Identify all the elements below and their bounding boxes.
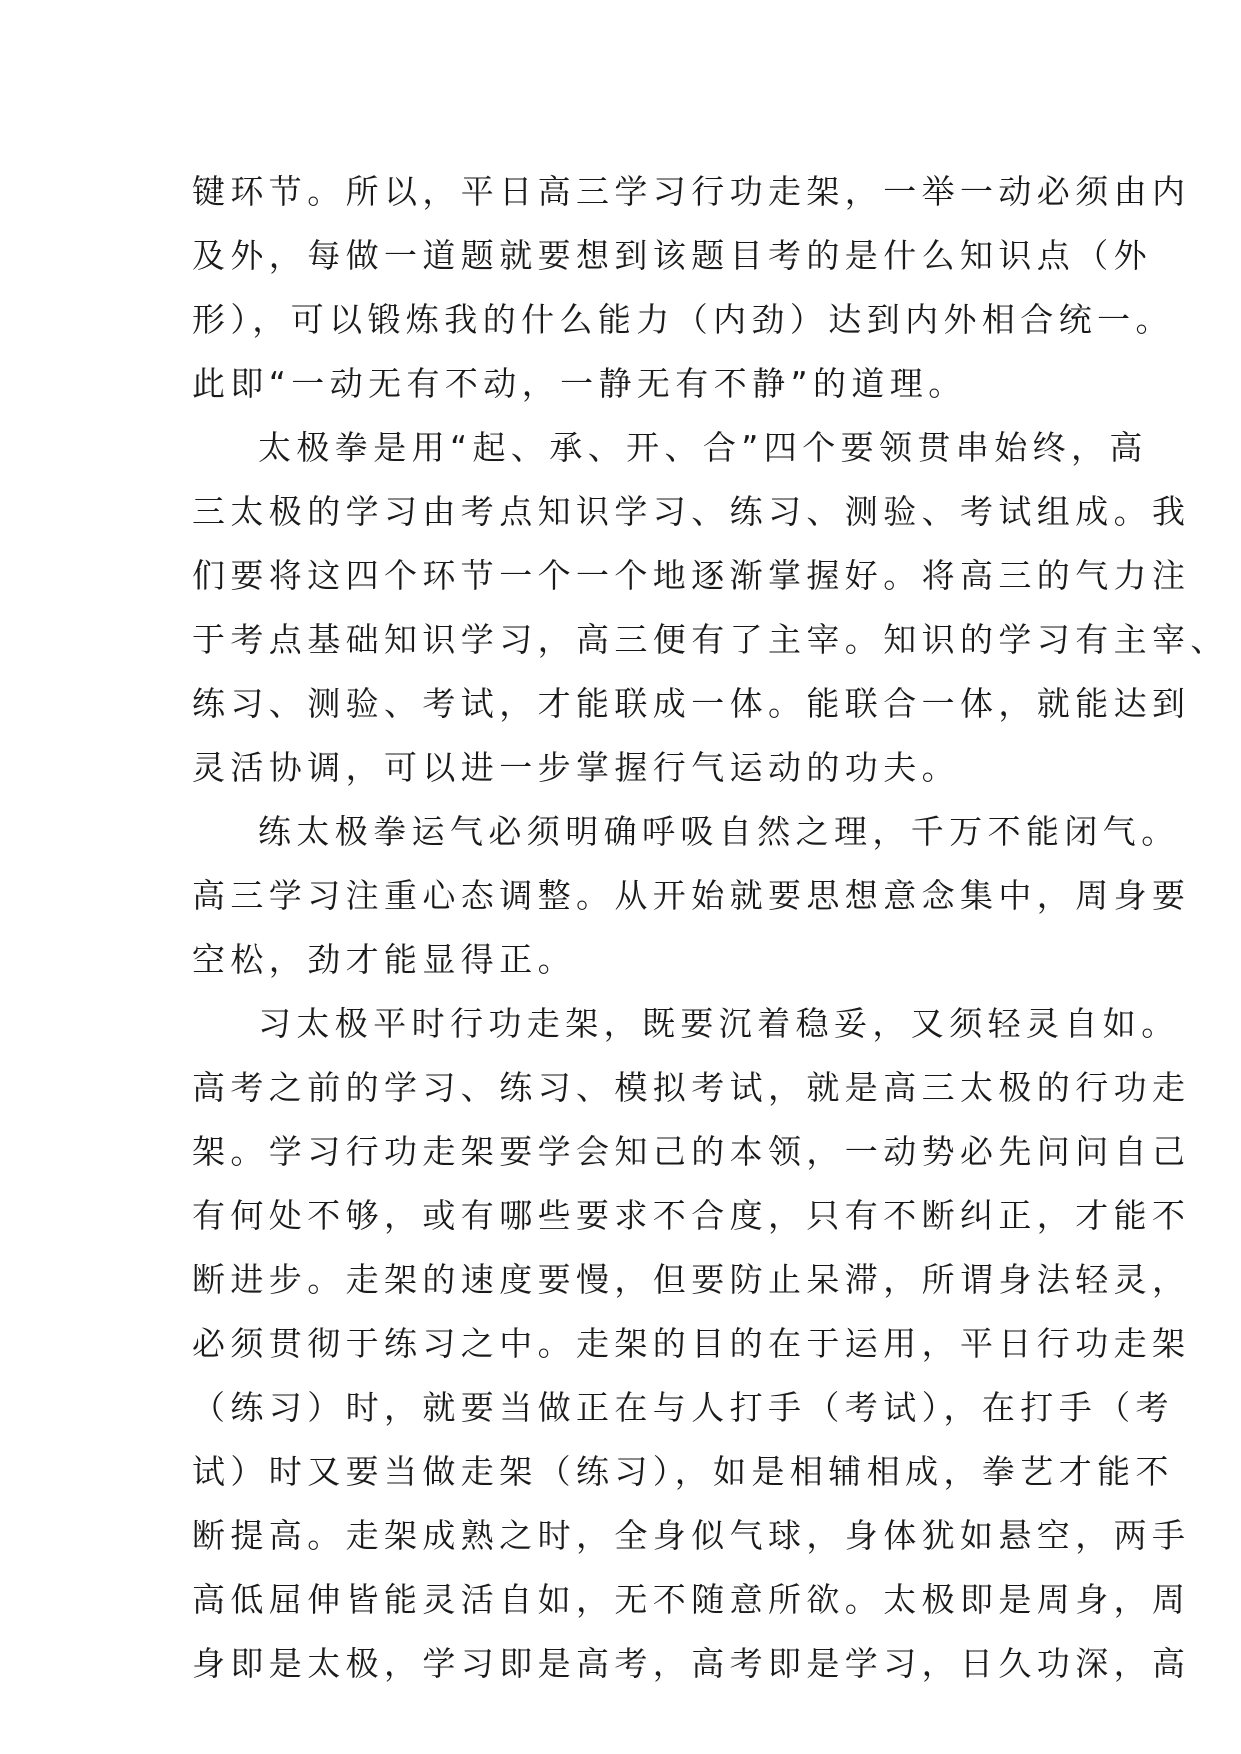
text-line: 及外，每做一道题就要想到该题目考的是什么知识点（外 (192, 236, 1152, 275)
text-line: 练习、测验、考试，才能联成一体。能联合一体，就能达到 (192, 684, 1191, 723)
text-line: 高考之前的学习、练习、模拟考试，就是高三太极的行功走 (192, 1068, 1191, 1107)
text-line: 高低屈伸皆能灵活自如，无不随意所欲。太极即是周身，周 (192, 1580, 1191, 1619)
text-line: 高三学习注重心态调整。从开始就要思想意念集中，周身要 (192, 876, 1191, 915)
paragraph-start-line: 习太极平时行功走架，既要沉着稳妥，又须轻灵自如。 (258, 1004, 1180, 1043)
text-line: 此即“一动无有不动，一静无有不静”的道理。 (192, 364, 967, 403)
text-line: 们要将这四个环节一个一个地逐渐掌握好。将高三的气力注 (192, 556, 1191, 595)
text-line: 于考点基础知识学习，高三便有了主宰。知识的学习有主宰、 (192, 620, 1229, 659)
paragraph-start-line: 练太极拳运气必须明确呼吸自然之理，千万不能闭气。 (258, 812, 1180, 851)
text-line: 灵活协调，可以进一步掌握行气运动的功夫。 (192, 748, 960, 787)
text-line: 形），可以锻炼我的什么能力（内劲）达到内外相合统一。 (192, 300, 1174, 339)
text-line: 空松，劲才能显得正。 (192, 940, 576, 979)
text-line: 架。学习行功走架要学会知己的本领，一动势必先问问自己 (192, 1132, 1191, 1171)
text-line: 断提高。走架成熟之时，全身似气球，身体犹如悬空，两手 (192, 1516, 1191, 1555)
body-text (192, 160, 1229, 1696)
text-line: 键环节。所以，平日高三学习行功走架，一举一动必须由内 (192, 172, 1191, 211)
text-line: 必须贯彻于练习之中。走架的目的在于运用，平日行功走架 (192, 1324, 1191, 1363)
text-line: 身即是太极，学习即是高考，高考即是学习，日久功深，高 (192, 1644, 1191, 1683)
text-line: 有何处不够，或有哪些要求不合度，只有不断纠正，才能不 (192, 1196, 1191, 1235)
text-line: 试）时又要当做走架（练习），如是相辅相成，拳艺才能不 (192, 1452, 1174, 1491)
text-line: 三太极的学习由考点知识学习、练习、测验、考试组成。我 (192, 492, 1191, 531)
text-line: （练习）时，就要当做正在与人打手（考试），在打手（考 (192, 1388, 1174, 1427)
text-line: 断进步。走架的速度要慢，但要防止呆滞，所谓身法轻灵， (192, 1260, 1191, 1299)
paragraph-start-line: 太极拳是用“起、承、开、合”四个要领贯串始终，高 (258, 428, 1148, 467)
